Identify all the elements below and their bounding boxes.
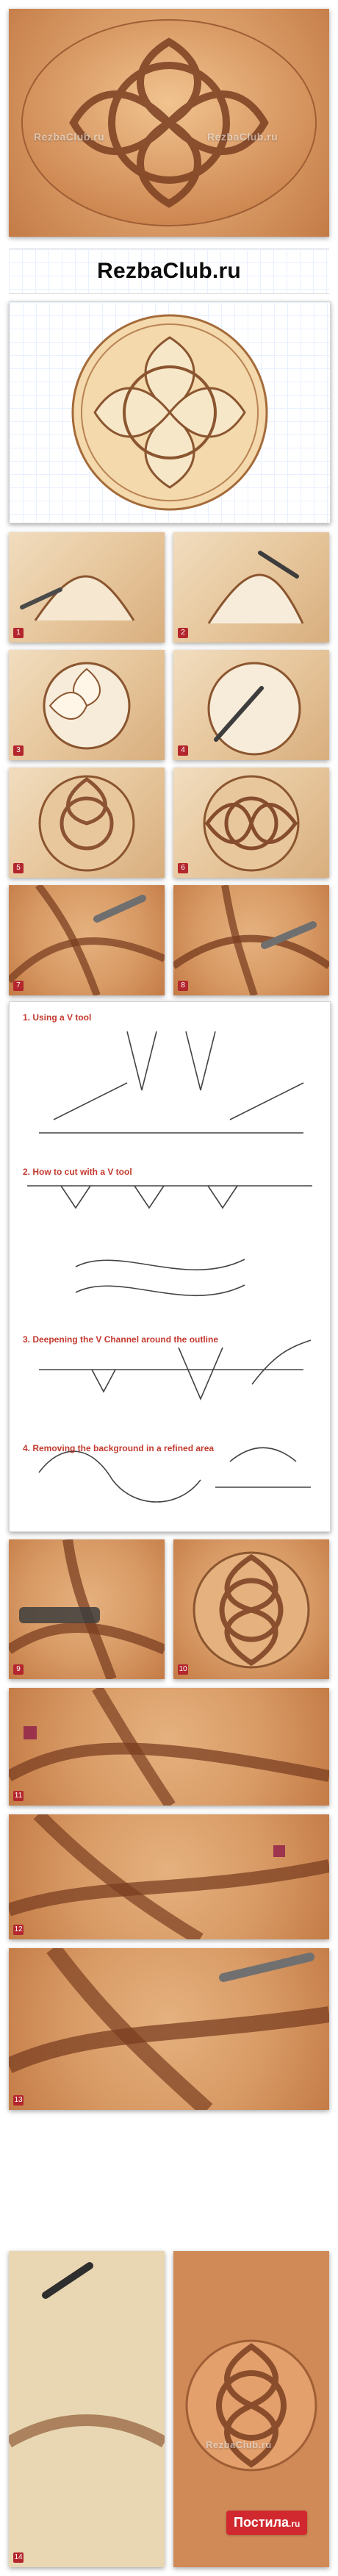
step-4-illustration: [173, 650, 329, 760]
instruction-title-1: 1. Using a V tool: [23, 1012, 92, 1023]
step-2-illustration: [173, 532, 329, 643]
step-photo-5: [9, 768, 165, 878]
step-number-10: 10: [179, 1665, 187, 1673]
step-photo-2: [173, 532, 329, 643]
step-number-7: 7: [13, 981, 24, 991]
step-photo-1: [9, 532, 165, 643]
brand-logo-text: Постила: [234, 2515, 290, 2530]
step-14-illustration: [9, 2251, 165, 2567]
step-photo-11: [9, 1688, 329, 1806]
step-photo-13: [9, 1948, 329, 2110]
step-photo-7: [9, 885, 165, 995]
site-banner: [9, 248, 329, 294]
step-1-illustration: [9, 532, 165, 643]
step-6-illustration: [173, 768, 329, 878]
step-number-2: 2: [178, 628, 188, 638]
knot-medallion-illustration: [9, 9, 329, 237]
pattern-sheet: [9, 301, 331, 523]
step-13-illustration: [9, 1948, 329, 2110]
step-number-9: 9: [13, 1664, 24, 1675]
step-photo-8: [173, 885, 329, 995]
step-12-illustration: [9, 1814, 329, 1939]
site-title: RezbaClub.ru: [97, 259, 241, 283]
step-number-4: 4: [178, 745, 188, 756]
brand-logo: [226, 2511, 307, 2535]
step-number-14: 14: [14, 2553, 23, 2561]
step-number-3: 3: [13, 745, 24, 756]
step-number-5: 5: [13, 863, 24, 873]
instruction-title-4: 4. Removing the background in a refined area: [23, 1443, 215, 1453]
instruction-title-3: 3. Deepening the V Channel around the outline: [23, 1334, 219, 1345]
step-number-12: 12: [14, 1925, 23, 1933]
step-10-illustration: [173, 1539, 329, 1679]
step-5-illustration: [9, 768, 165, 878]
step-3-illustration: [9, 650, 165, 760]
step-11-illustration: [9, 1688, 329, 1806]
step-number-6: 6: [178, 863, 188, 873]
watermark-right: RezbaClub.ru: [207, 131, 278, 143]
knot-pattern-drawing: [10, 302, 330, 523]
watermark-left: RezbaClub.ru: [34, 131, 105, 143]
photo-finished-medallion: [9, 9, 329, 237]
step-photo-9: [9, 1539, 165, 1679]
step-number-11: 11: [14, 1792, 23, 1800]
step-number-1: 1: [13, 628, 24, 638]
step-7-illustration: [9, 885, 165, 995]
step-number-13: 13: [14, 2096, 23, 2104]
banner-inner: [9, 249, 329, 293]
step-number-8: 8: [178, 981, 188, 991]
watermark-final: RezbaClub.ru: [206, 2439, 272, 2450]
instruction-title-2: 2. How to cut with a V tool: [23, 1167, 132, 1177]
instruction-sheet: [9, 1001, 331, 1532]
step-photo-14: [9, 2251, 165, 2567]
step-photo-3: [9, 650, 165, 760]
step-photo-10: [173, 1539, 329, 1679]
step-photo-4: [173, 650, 329, 760]
step-9-illustration: [9, 1539, 165, 1679]
step-photo-12: [9, 1814, 329, 1939]
brand-logo-suffix: .ru: [289, 2519, 301, 2529]
step-photo-6: [173, 768, 329, 878]
step-8-illustration: [173, 885, 329, 995]
